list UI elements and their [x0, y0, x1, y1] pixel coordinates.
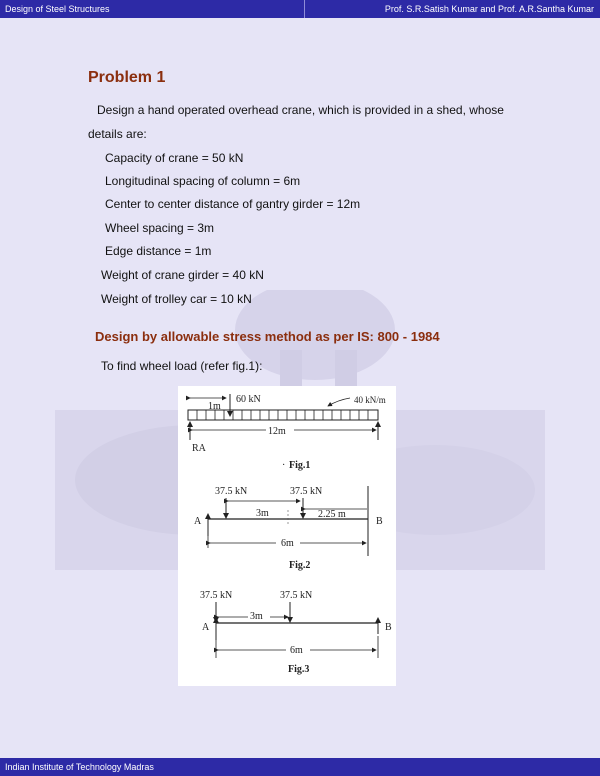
fig2-support-b-label: B — [376, 516, 383, 527]
detail-item: Edge distance = 1m — [105, 244, 212, 258]
fig1-udl-label: 40 kN/m — [354, 395, 386, 405]
detail-item: Weight of trolley car = 10 kN — [101, 292, 252, 306]
fig3-support-a-label: A — [202, 622, 210, 633]
fig1-diagram — [188, 394, 386, 471]
fig2-caption: Fig.2 — [289, 560, 311, 571]
fig3-support-b-label: B — [385, 622, 392, 633]
problem-intro-line2: details are: — [88, 127, 147, 141]
fig3-load1-label: 37.5 kN — [200, 590, 233, 601]
detail-item: Weight of crane girder = 40 kN — [101, 268, 264, 282]
fig2-dim-a-label: 3m — [256, 508, 269, 519]
fig3-span-label: 6m — [290, 645, 303, 656]
wheel-load-text: To find wheel load (refer fig.1): — [101, 359, 263, 373]
fig1-udl-hatch — [197, 410, 368, 420]
page-header — [0, 0, 600, 18]
fig1-udl-pointer — [328, 398, 350, 406]
load-diagram-figure — [178, 386, 396, 686]
fig3-load2-label: 37.5 kN — [280, 590, 313, 601]
detail-item: Capacity of crane = 50 kN — [105, 151, 244, 165]
page-footer — [0, 758, 600, 776]
problem-intro-line1: Design a hand operated overhead crane, which is provided in a shed, whose — [97, 103, 504, 117]
fig2-span-label: 6m — [281, 538, 294, 549]
design-method-heading: Design by allowable stress method as per IS: 800 - 1984 — [95, 329, 440, 344]
fig1-point-load-label: 60 kN — [236, 394, 261, 405]
fig2-dim-b-label: 2.25 m — [318, 509, 346, 520]
fig3-diagram — [200, 590, 392, 675]
header-authors: Prof. S.R.Satish Kumar and Prof. A.R.Santha Kumar — [384, 4, 594, 14]
fig1-caption-dot: · — [282, 460, 286, 471]
fig1-caption: Fig.1 — [289, 460, 311, 471]
fig3-dim-a-label: 3m — [250, 611, 263, 622]
fig1-reaction-label: RA — [192, 443, 206, 454]
fig2-diagram — [194, 486, 383, 571]
header-course-title: Design of Steel Structures — [5, 4, 110, 14]
fig2-load2-label: 37.5 kN — [290, 486, 323, 497]
fig1-edge-label: 1m — [208, 401, 221, 412]
load-diagrams-svg — [178, 386, 396, 686]
detail-item: Wheel spacing = 3m — [105, 221, 215, 235]
footer-institution: Indian Institute of Technology Madras — [5, 762, 154, 772]
fig3-caption: Fig.3 — [288, 664, 310, 675]
fig2-support-a-label: A — [194, 516, 202, 527]
header-divider — [304, 0, 305, 18]
fig1-span-label: 12m — [268, 426, 286, 437]
fig2-load1-label: 37.5 kN — [215, 486, 248, 497]
detail-item: Longitudinal spacing of column = 6m — [105, 174, 301, 188]
problem-title: Problem 1 — [88, 69, 166, 86]
detail-item: Center to center distance of gantry girder = 12m — [105, 197, 361, 211]
